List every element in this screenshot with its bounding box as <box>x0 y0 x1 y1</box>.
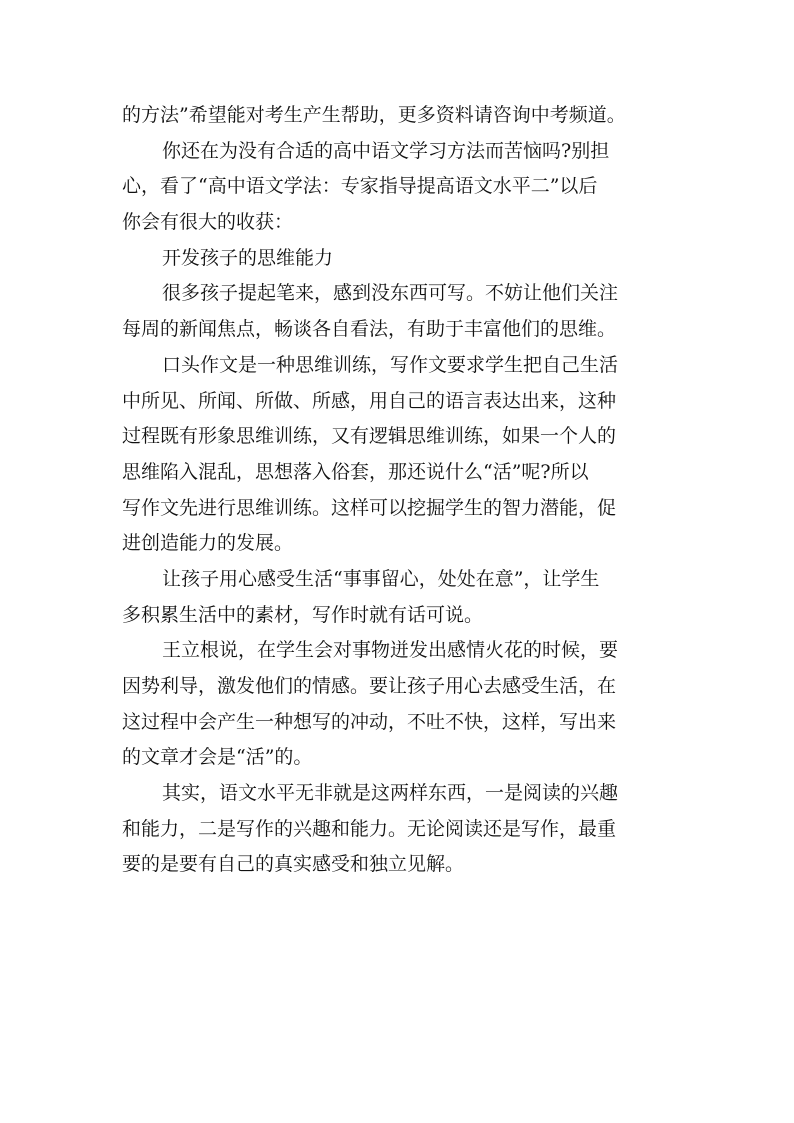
text-line: 你还在为没有合适的高中语文学习方法而苦恼吗?别担 <box>162 139 610 162</box>
text-line: 王立根说，在学生会对事物迸发出感情火花的时候，要 <box>162 639 619 662</box>
text-line: 很多孩子提起笔来，感到没东西可写。不妨让他们关注 <box>162 282 619 305</box>
section-heading <box>122 241 682 277</box>
text-line: 你会有很大的收获： <box>122 211 294 234</box>
paragraph <box>122 98 682 134</box>
paragraph <box>122 562 682 633</box>
text-line: 思维陷入混乱，思想落入俗套，那还说什么“活”呢?所以 <box>122 460 589 483</box>
text-line: 因势利导，激发他们的情感。要让孩子用心去感受生活，在 <box>122 675 617 697</box>
text-line: 其实，语文水平无非就是这两样东西，一是阅读的兴趣 <box>162 782 619 805</box>
text-line: 写作文先进行思维训练。这样可以挖掘学生的智力潜能，促 <box>122 496 617 519</box>
text-line: 的文章才会是“活”的。 <box>122 746 313 769</box>
text-line: 开发孩子的思维能力 <box>162 246 334 269</box>
paragraph <box>122 134 682 241</box>
text-line: 心，看了“高中语文学法：专家指导提高语文水平二”以后 <box>122 175 598 198</box>
paragraph <box>122 348 682 562</box>
text-line: 和能力，二是写作的兴趣和能力。无论阅读还是写作，最重 <box>122 817 617 840</box>
text-line: 口头作文是一种思维训练，写作文要求学生把自己生活 <box>162 353 619 376</box>
text-line: 多积累生活中的素材，写作时就有话可说。 <box>122 603 484 626</box>
text-line: 中所见、所闻、所做、所感，用自己的语言表达出来，这种 <box>122 389 617 412</box>
text-line: 这过程中会产生一种想写的冲动，不吐不快，这样，写出来 <box>122 710 617 733</box>
text-line: 过程既有形象思维训练，又有逻辑思维训练，如果一个人的 <box>122 425 617 448</box>
text-line: 每周的新闻焦点，畅谈各自看法，有助于丰富他们的思维。 <box>122 318 617 341</box>
paragraph <box>122 276 682 347</box>
paragraph <box>122 776 682 883</box>
text-line: 进创造能力的发展。 <box>122 532 294 555</box>
text-line: 的方法”希望能对考生产生帮助，更多资料请咨询中考频道。 <box>122 104 626 126</box>
text-line: 要的是要有自己的真实感受和独立见解。 <box>122 853 465 876</box>
document-body <box>122 98 682 883</box>
paragraph <box>122 633 682 776</box>
text-line: 让孩子用心感受生活“事事留心，处处在意”，让学生 <box>162 567 600 590</box>
